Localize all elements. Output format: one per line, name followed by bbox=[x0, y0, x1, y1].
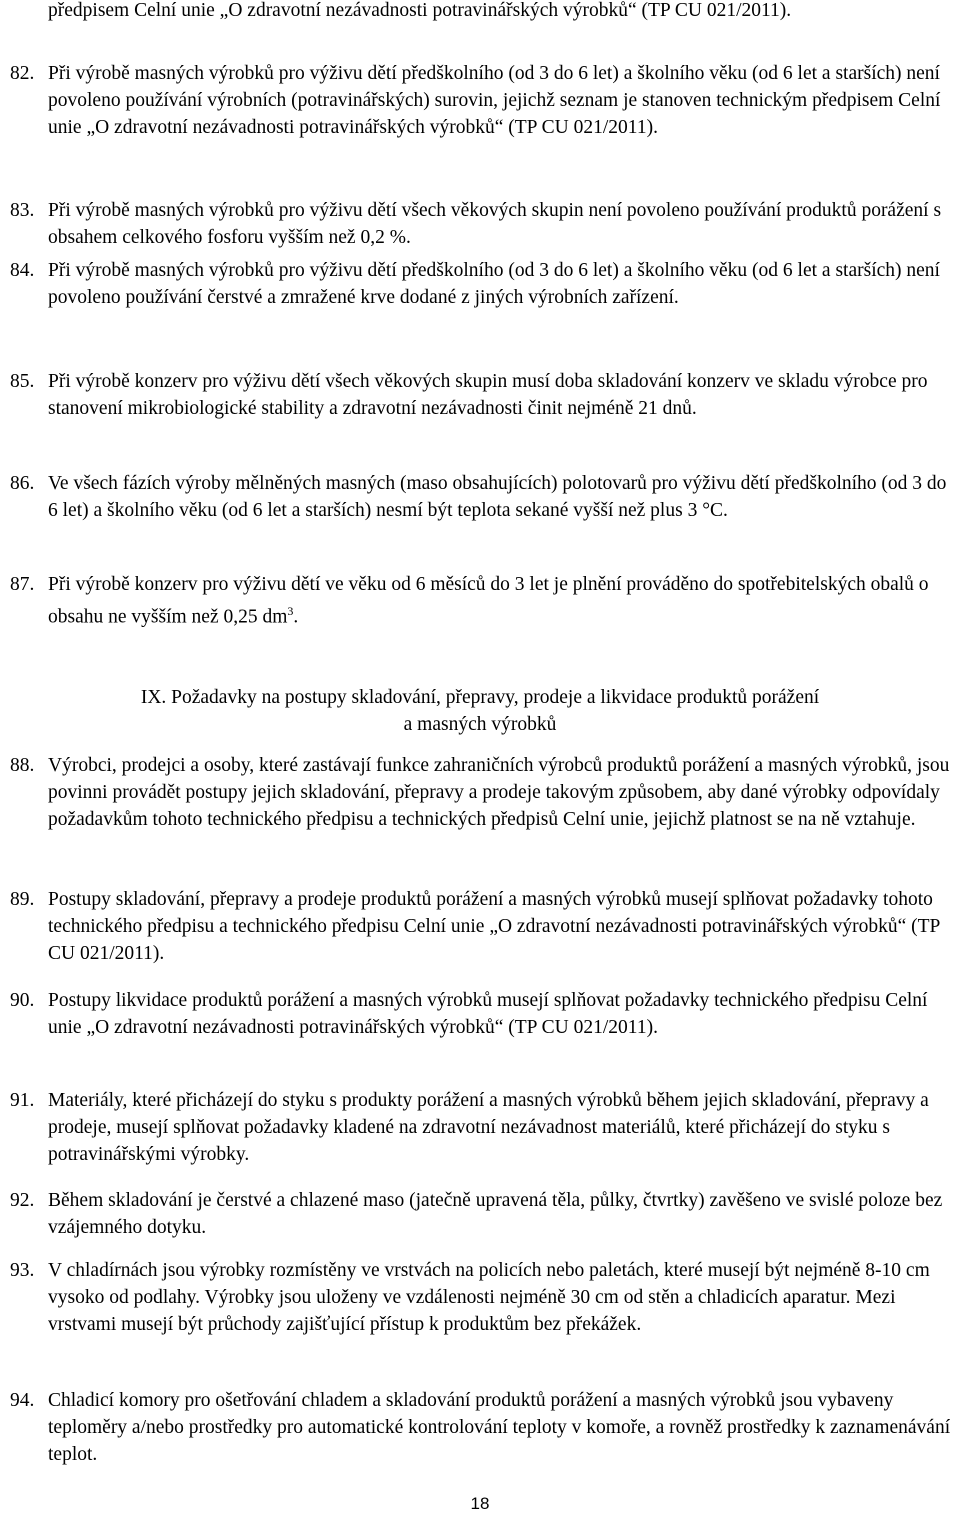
list-item-83 bbox=[10, 197, 956, 251]
item-number: 90. bbox=[10, 990, 35, 1011]
list-item-92 bbox=[10, 1187, 956, 1241]
item-number: 89. bbox=[10, 889, 35, 910]
item-text: Při výrobě masných výrobků pro výživu dětí předškolního (od 3 do 6 let) a školního věku (od 6 let a starších) není povoleno používání výrobních (potravinářských) surovin, jejichž seznam je stanoven technickým předpisem Celní unie „O zdravotní nezávadnosti potravinářských výrobků“ (TP CU 021/2011). bbox=[48, 63, 941, 138]
item-number: 83. bbox=[10, 200, 35, 221]
superscript: 3 bbox=[287, 604, 294, 618]
item-text: Postupy skladování, přepravy a prodeje produktů porážení a masných výrobků musejí splňovat požadavky tohoto technického předpisu a technického předpisu Celní unie „O zdravotní nezávadnosti potravinářských výrobků“ (TP CU 021/2011). bbox=[48, 889, 940, 964]
item-text: Při výrobě masných výrobků pro výživu dětí všech věkových skupin není povoleno používání produktů porážení s obsahem celkového fosforu vyšším než 0,2 %. bbox=[48, 200, 942, 248]
list-item-91 bbox=[10, 1087, 956, 1168]
item-text: Výrobci, prodejci a osoby, které zastávají funkce zahraničních výrobců produktů porážení a masných výrobků, jsou povinni provádět postupy jejich skladování, přepravy a prodeje takovým způsobem, aby dané výrobky odpovídaly požadavkům tohoto technického předpisu a technických předpisů Celní unie, jejichž platnost se na ně vztahuje. bbox=[48, 755, 950, 830]
item-number: 85. bbox=[10, 371, 35, 392]
list-item-86 bbox=[10, 470, 956, 524]
list-item-85 bbox=[10, 368, 956, 422]
item-number: 94. bbox=[10, 1390, 35, 1411]
item-text: Materiály, které přicházejí do styku s produkty porážení a masných výrobků během jejich skladování, přepravy a prodeje, musejí splňovat požadavky kladené na zdravotní nezávadnost materiálů, které přicházejí do styku s potravinářskými výrobky. bbox=[48, 1090, 929, 1165]
item-text-tail: . bbox=[293, 606, 299, 628]
item-number: 87. bbox=[10, 574, 35, 595]
list-item-94 bbox=[10, 1387, 956, 1468]
continuation-paragraph bbox=[48, 0, 956, 24]
section-heading bbox=[0, 684, 960, 738]
list-item-84 bbox=[10, 257, 956, 311]
page-number: 18 bbox=[470, 1494, 490, 1513]
paragraph-text: předpisem Celní unie „O zdravotní nezávadnosti potravinářských výrobků“ (TP CU 021/2011). bbox=[48, 0, 792, 21]
item-number: 88. bbox=[10, 755, 35, 776]
item-number: 92. bbox=[10, 1190, 35, 1211]
list-item-82 bbox=[10, 60, 956, 141]
list-item-90 bbox=[10, 987, 956, 1041]
item-number: 84. bbox=[10, 260, 35, 281]
item-number: 93. bbox=[10, 1260, 35, 1281]
section-heading-line2: a masných výrobků bbox=[403, 714, 557, 735]
section-heading-line1: IX. Požadavky na postupy skladování, přepravy, prodeje a likvidace produktů porážení bbox=[140, 687, 820, 708]
item-text bbox=[10, 571, 956, 631]
list-item-93 bbox=[10, 1257, 956, 1338]
list-item-89 bbox=[10, 886, 956, 967]
item-text: Postupy likvidace produktů porážení a masných výrobků musejí splňovat požadavky technického předpisu Celní unie „O zdravotní nezávadnosti potravinářských výrobků“ (TP CU 021/2011). bbox=[48, 990, 928, 1038]
item-number: 82. bbox=[10, 63, 35, 84]
list-item-87 bbox=[10, 571, 956, 631]
item-text: Při výrobě masných výrobků pro výživu dětí předškolního (od 3 do 6 let) a školního věku (od 6 let a starších) není povoleno používání čerstvé a zmražené krve dodané z jiných výrobních zařízení. bbox=[48, 260, 940, 308]
item-text: Ve všech fázích výroby mělněných masných (maso obsahujících) polotovarů pro výživu dětí předškolního (od 3 do 6 let) a školního věku (od 6 let a starších) nesmí být teplota sekané vyšší než plus 3 °C. bbox=[48, 473, 947, 521]
item-text-main: Při výrobě konzerv pro výživu dětí ve věku od 6 měsíců do 3 let je plnění prováděno do spotřebitelských obalů o obsahu ne vyšším než 0,25 dm bbox=[48, 574, 929, 628]
item-text: Chladicí komory pro ošetřování chladem a skladování produktů porážení a masných výrobků jsou vybaveny teploměry a/nebo prostředky pro automatické kontrolování teploty v komoře, a rovněž prostředky k zaznamenávání teplot. bbox=[48, 1390, 951, 1465]
item-number: 91. bbox=[10, 1090, 35, 1111]
item-text: V chladírnách jsou výrobky rozmístěny ve vrstvách na policích nebo paletách, které musejí být nejméně 8-10 cm vysoko od podlahy. Výrobky jsou uloženy ve vzdálenosti nejméně 30 cm od stěn a chladicích aparatur. Mezi vrstvami musejí být průchody zajišťující přístup k produktům bez překážek. bbox=[48, 1260, 930, 1335]
list-item-88 bbox=[10, 752, 956, 833]
item-text: Při výrobě konzerv pro výživu dětí všech věkových skupin musí doba skladování konzerv ve skladu výrobce pro stanovení mikrobiologické stability a zdravotní nezávadnosti činit nejméně 21 dnů. bbox=[48, 371, 928, 419]
item-number: 86. bbox=[10, 473, 35, 494]
item-text: Během skladování je čerstvé a chlazené maso (jatečně upravená těla, půlky, čtvrtky) zavěšeno ve svislé poloze bez vzájemného dotyku. bbox=[48, 1190, 943, 1238]
